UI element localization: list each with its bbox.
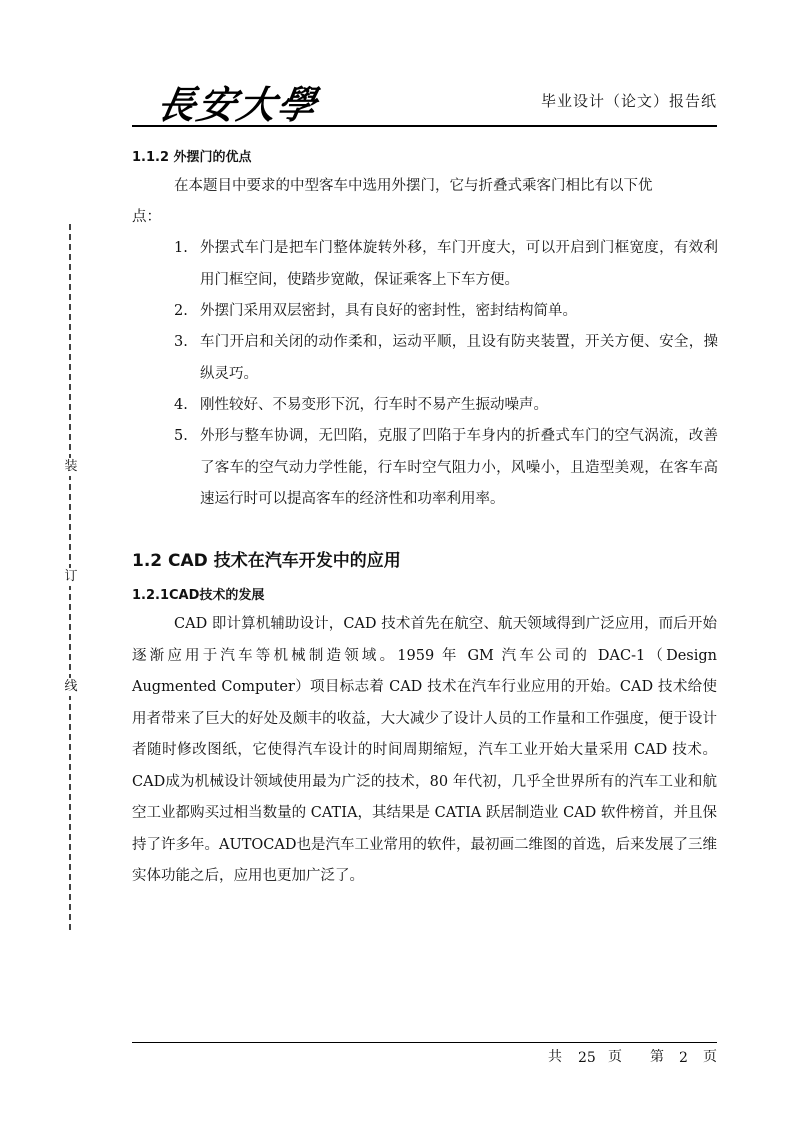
section-heading-1-2-1: 1.2.1CAD技术的发展 — [132, 588, 265, 603]
footer-gong: 共 — [548, 1049, 562, 1065]
section-heading-1-2: 1.2 CAD 技术在汽车开发中的应用 — [132, 551, 401, 571]
binding-char-ding: 订 — [62, 568, 80, 586]
footer-current-page: 2 — [679, 1050, 688, 1066]
intro-line-1: 在本题目中要求的中型客车中选用外摆门，它与折叠式乘客门相比有以下优 — [174, 178, 653, 194]
binding-char-xian: 线 — [62, 678, 80, 696]
list-item — [174, 327, 719, 390]
footer-total-pages: 25 — [578, 1050, 596, 1066]
list-item — [174, 233, 719, 296]
footer-di: 第 — [650, 1049, 664, 1065]
footer-ye-2: 页 — [703, 1049, 717, 1065]
paragraph-text: CAD 即计算机辅助设计，CAD 技术首先在航空、航天领域得到广泛应用，而后开始逐渐应用于汽车等机械制造领域。1959 年 GM 汽车公司的 DAC-1（Design Augmented Computer）项目标志着 CAD 技术在汽车行业应用的开始。CAD 技术给使用者带来了巨大的好处及颇丰的收益，大大减少了设计人员的工作量和工作强度，便于设计者随时修改图纸，它使得汽车设计的时间周期缩短，汽车工业开始大量采用 CAD 技术。CAD成为机械设计领域使用最为广泛的技术，80 年代初，几乎全世界所有的汽车工业和航空工业都购买过相当数量的 CATIA，其结果是 CATIA 跃居制造业 CAD 软件榜首，并且保持了许多年。AUTOCAD也是汽车工业常用的软件，最初画二维图的首选，后来发展了三维实体功能之后，应用也更加广泛了。 — [132, 616, 717, 884]
body-paragraph-cad — [132, 609, 717, 893]
list-item-text: 刚性较好、不易变形下沉，行车时不易产生振动噪声。 — [200, 397, 548, 413]
header-divider — [132, 125, 717, 127]
report-header-title: 毕业设计（论文）报告纸 — [540, 92, 717, 110]
list-item — [174, 296, 719, 328]
list-item-number: 5. — [174, 428, 188, 444]
list-item-text: 外形与整车协调，无凹陷，克服了凹陷于车身内的折叠式车门的空气涡流，改善了客车的空气动力学性能，行车时空气阻力小，风噪小，且造型美观，在客车高速运行时可以提高客车的经济性和功率利用率。 — [200, 428, 718, 507]
university-logo: 長安大學 — [153, 82, 322, 127]
list-item-number: 1. — [174, 240, 188, 256]
list-item — [174, 390, 719, 422]
list-item-number: 2. — [174, 303, 188, 319]
section-heading-1-1-2: 1.1.2 外摆门的优点 — [132, 150, 252, 165]
footer-ye-1: 页 — [608, 1049, 622, 1065]
footer-divider — [132, 1042, 717, 1043]
list-item-text: 车门开启和关闭的动作柔和，运动平顺，且设有防夹装置，开关方便、安全，操纵灵巧。 — [200, 334, 718, 382]
list-item-text: 外摆门采用双层密封，具有良好的密封性，密封结构简单。 — [200, 303, 577, 319]
binding-margin — [64, 224, 78, 930]
list-item-number: 3. — [174, 334, 188, 350]
list-item-number: 4. — [174, 397, 188, 413]
list-item — [174, 421, 719, 516]
intro-line-2: 点： — [132, 209, 161, 225]
list-item-text: 外摆式车门是把车门整体旋转外移，车门开度大，可以开启到门框宽度，有效利用门框空间，使踏步宽敞，保证乘客上下车方便。 — [200, 240, 718, 288]
binding-char-zhuang: 装 — [62, 458, 80, 476]
